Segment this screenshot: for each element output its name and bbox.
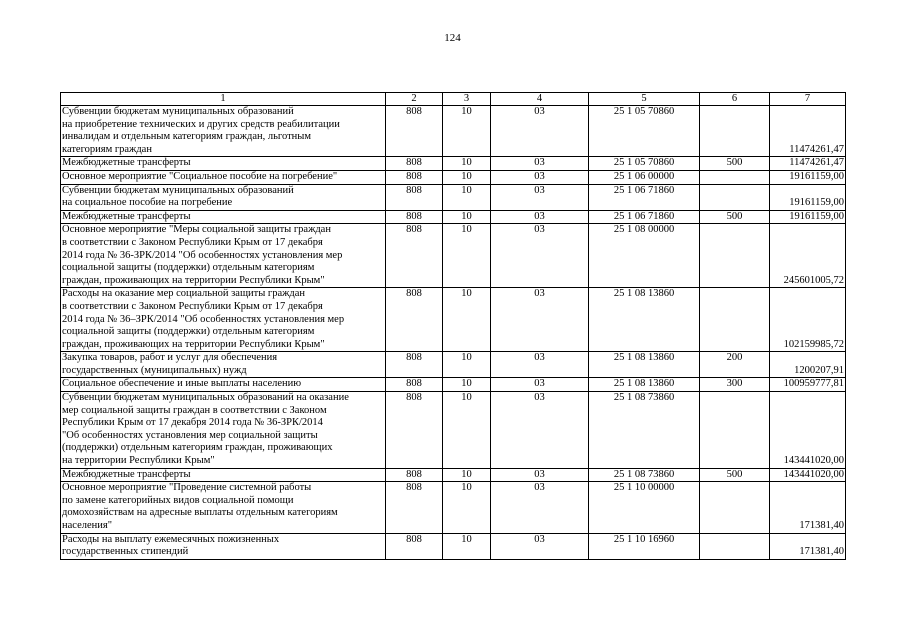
row-amount-cell: 143441020,00 <box>770 392 846 469</box>
header-col-1: 1 <box>61 93 386 106</box>
row-name-cell: Расходы на оказание мер социальной защиты граждан в соответствии с Законом Республики Крым от 17 декабря 2014 года № 36–ЗРК/2014 "Об особенностях установления мер социальной защиты (поддержки) отдельным категориям граждан, проживающих на территории Республики Крым" <box>61 288 386 352</box>
row-col3-cell: 10 <box>443 468 491 482</box>
row-col6-cell: 500 <box>700 157 770 171</box>
row-amount-cell: 19161159,00 <box>770 210 846 224</box>
row-col4-cell: 03 <box>491 224 589 288</box>
page-number: 124 <box>444 32 461 44</box>
row-name-cell: Межбюджетные трансферты <box>61 468 386 482</box>
row-col3-cell: 10 <box>443 378 491 392</box>
row-amount-cell: 19161159,00 <box>770 170 846 184</box>
row-name-cell: Основное мероприятие "Социальное пособие на погребение" <box>61 170 386 184</box>
row-amount-cell: 171381,40 <box>770 482 846 533</box>
row-amount-cell: 102159985,72 <box>770 288 846 352</box>
row-col2-cell: 808 <box>386 378 443 392</box>
row-name-cell: Основное мероприятие "Проведение системной работы по замене категорийных видов социальной помощи домохозяйствам на адресные выплаты отдельным категориям населения" <box>61 482 386 533</box>
row-col2-cell: 808 <box>386 468 443 482</box>
row-col5-cell: 25 1 10 16960 <box>589 533 700 559</box>
row-col6-cell <box>700 224 770 288</box>
row-name-cell: Субвенции бюджетам муниципальных образований на оказание мер социальной защиты граждан в соответствии с Законом Республики Крым от 17 декабря 2014 года № 36-ЗРК/2014 "Об особенностях установления мер социальной защиты (поддержки) отдельным категориям граждан, проживающих на территории Республики Крым" <box>61 392 386 469</box>
row-col3-cell: 10 <box>443 210 491 224</box>
table-row <box>61 170 846 184</box>
row-name-cell: Субвенции бюджетам муниципальных образований на приобретение технических и других средств реабилитации инвалидам и отдельным категориям граждан, льготным категориям граждан <box>61 106 386 157</box>
row-col5-cell: 25 1 05 70860 <box>589 157 700 171</box>
table-row <box>61 482 846 533</box>
row-col6-cell <box>700 170 770 184</box>
row-col4-cell: 03 <box>491 210 589 224</box>
table-row <box>61 533 846 559</box>
header-row <box>61 93 846 106</box>
row-col4-cell: 03 <box>491 184 589 210</box>
row-col2-cell: 808 <box>386 210 443 224</box>
row-col2-cell: 808 <box>386 157 443 171</box>
row-col6-cell: 500 <box>700 468 770 482</box>
table-row <box>61 224 846 288</box>
row-amount-cell: 1200207,91 <box>770 352 846 378</box>
row-col2-cell: 808 <box>386 482 443 533</box>
table-row <box>61 392 846 469</box>
row-col5-cell: 25 1 08 73860 <box>589 392 700 469</box>
row-amount-cell: 11474261,47 <box>770 106 846 157</box>
row-name-cell: Закупка товаров, работ и услуг для обеспечения государственных (муниципальных) нужд <box>61 352 386 378</box>
row-col3-cell: 10 <box>443 288 491 352</box>
row-col4-cell: 03 <box>491 157 589 171</box>
row-col4-cell: 03 <box>491 288 589 352</box>
row-col3-cell: 10 <box>443 533 491 559</box>
row-col5-cell: 25 1 05 70860 <box>589 106 700 157</box>
row-col6-cell <box>700 392 770 469</box>
row-name-cell: Межбюджетные трансферты <box>61 210 386 224</box>
row-col5-cell: 25 1 08 13860 <box>589 288 700 352</box>
row-name-cell: Социальное обеспечение и иные выплаты населению <box>61 378 386 392</box>
row-col2-cell: 808 <box>386 533 443 559</box>
table-row <box>61 157 846 171</box>
row-col2-cell: 808 <box>386 352 443 378</box>
row-col3-cell: 10 <box>443 170 491 184</box>
row-col4-cell: 03 <box>491 106 589 157</box>
header-col-3: 3 <box>443 93 491 106</box>
row-col2-cell: 808 <box>386 106 443 157</box>
row-col4-cell: 03 <box>491 170 589 184</box>
row-col3-cell: 10 <box>443 482 491 533</box>
row-col3-cell: 10 <box>443 184 491 210</box>
row-col6-cell <box>700 184 770 210</box>
row-amount-cell: 19161159,00 <box>770 184 846 210</box>
row-amount-cell: 171381,40 <box>770 533 846 559</box>
row-name-cell: Расходы на выплату ежемесячных пожизненных государственных стипендий <box>61 533 386 559</box>
header-col-7: 7 <box>770 93 846 106</box>
row-name-cell: Межбюджетные трансферты <box>61 157 386 171</box>
row-col3-cell: 10 <box>443 106 491 157</box>
row-name-cell: Основное мероприятие "Меры социальной защиты граждан в соответствии с Законом Республики Крым от 17 декабря 2014 года № 36-ЗРК/2014 "Об особенностях установления мер социальной защиты (поддержки) отдельным категориям граждан, проживающих на территории Республики Крым" <box>61 224 386 288</box>
row-col2-cell: 808 <box>386 224 443 288</box>
row-col2-cell: 808 <box>386 288 443 352</box>
header-col-4: 4 <box>491 93 589 106</box>
row-col5-cell: 25 1 08 13860 <box>589 378 700 392</box>
row-col2-cell: 808 <box>386 170 443 184</box>
row-amount-cell: 11474261,47 <box>770 157 846 171</box>
row-col6-cell <box>700 288 770 352</box>
row-col5-cell: 25 1 10 00000 <box>589 482 700 533</box>
row-col4-cell: 03 <box>491 468 589 482</box>
row-col3-cell: 10 <box>443 224 491 288</box>
header-col-6: 6 <box>700 93 770 106</box>
table-row <box>61 288 846 352</box>
row-col6-cell <box>700 533 770 559</box>
row-col4-cell: 03 <box>491 482 589 533</box>
header-col-5: 5 <box>589 93 700 106</box>
row-col4-cell: 03 <box>491 392 589 469</box>
row-col3-cell: 10 <box>443 352 491 378</box>
table-row <box>61 468 846 482</box>
row-col6-cell: 500 <box>700 210 770 224</box>
row-col2-cell: 808 <box>386 184 443 210</box>
row-col6-cell <box>700 106 770 157</box>
row-col6-cell: 300 <box>700 378 770 392</box>
row-col3-cell: 10 <box>443 157 491 171</box>
row-amount-cell: 143441020,00 <box>770 468 846 482</box>
row-col5-cell: 25 1 06 71860 <box>589 210 700 224</box>
row-amount-cell: 100959777,81 <box>770 378 846 392</box>
row-col5-cell: 25 1 06 00000 <box>589 170 700 184</box>
row-col5-cell: 25 1 08 00000 <box>589 224 700 288</box>
row-col5-cell: 25 1 08 13860 <box>589 352 700 378</box>
row-col4-cell: 03 <box>491 352 589 378</box>
row-col6-cell <box>700 482 770 533</box>
table-row <box>61 106 846 157</box>
row-col4-cell: 03 <box>491 378 589 392</box>
table-row <box>61 210 846 224</box>
row-col4-cell: 03 <box>491 533 589 559</box>
table-row <box>61 378 846 392</box>
table-row <box>61 352 846 378</box>
row-col6-cell: 200 <box>700 352 770 378</box>
row-col5-cell: 25 1 08 73860 <box>589 468 700 482</box>
row-amount-cell: 245601005,72 <box>770 224 846 288</box>
row-col5-cell: 25 1 06 71860 <box>589 184 700 210</box>
table-row <box>61 184 846 210</box>
row-col2-cell: 808 <box>386 392 443 469</box>
row-col3-cell: 10 <box>443 392 491 469</box>
budget-table <box>60 92 846 560</box>
row-name-cell: Субвенции бюджетам муниципальных образований на социальное пособие на погребение <box>61 184 386 210</box>
header-col-2: 2 <box>386 93 443 106</box>
